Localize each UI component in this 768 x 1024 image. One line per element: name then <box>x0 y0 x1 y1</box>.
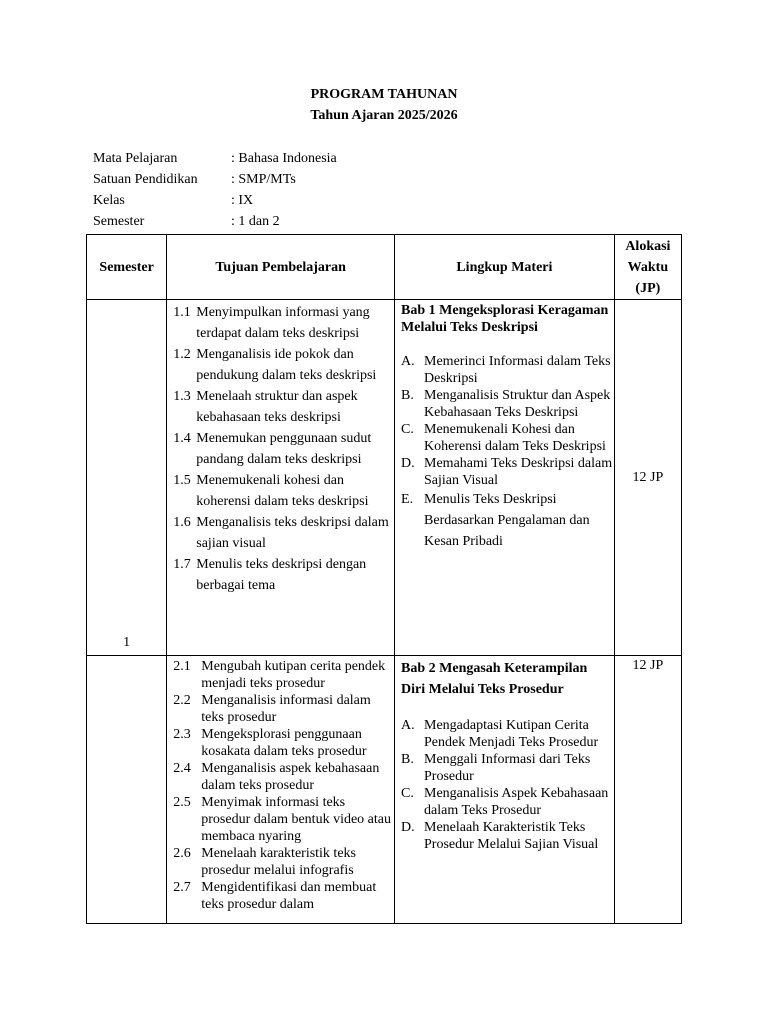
list-item <box>401 785 614 819</box>
list-item <box>173 554 394 596</box>
item-text: Menelaah struktur dan aspek kebahasaan teks deskripsi <box>196 389 358 425</box>
semester-value: 1 <box>123 635 131 650</box>
item-text: Mengeksplorasi penggunaan kosakata dalam teks prosedur <box>201 727 367 759</box>
jp-value: 12 JP <box>632 469 664 485</box>
item-number: 2.1 <box>173 659 191 674</box>
item-text: Menemukenali Kohesi dan Koherensi dalam Teks Deskripsi <box>424 422 606 454</box>
item-text: Menganalisis aspek kebahasaan dalam teks prosedur <box>201 761 380 793</box>
list-item <box>173 845 394 879</box>
list-item <box>401 421 614 455</box>
item-text: Memahami Teks Deskripsi dalam Sajian Visual <box>424 456 613 488</box>
info-label: Mata Pelajaran <box>93 151 178 166</box>
identity-block <box>93 150 337 234</box>
item-text: Menganalisis ide pokok dan pendukung dalam teks deskripsi <box>196 347 377 383</box>
item-letter: B. <box>401 388 414 403</box>
item-letter: B. <box>401 752 414 767</box>
tujuan-list <box>167 300 394 596</box>
item-text: Menulis teks deskripsi dengan berbagai tema <box>196 557 367 593</box>
list-item <box>401 819 614 853</box>
info-value: : IX <box>231 193 254 208</box>
item-number: 2.5 <box>173 795 191 810</box>
item-text: Mengubah kutipan cerita pendek menjadi teks prosedur <box>201 659 386 691</box>
header-tujuan: Tujuan Pembelajaran <box>167 235 395 300</box>
item-number: 2.3 <box>173 727 191 742</box>
list-item <box>173 794 394 845</box>
info-row-school-level <box>93 171 337 192</box>
info-value: : 1 dan 2 <box>231 214 280 229</box>
document-title: PROGRAM TAHUNAN <box>310 87 458 102</box>
info-value: : Bahasa Indonesia <box>231 151 337 166</box>
info-row-semester <box>93 213 337 234</box>
header-alokasi <box>614 235 681 300</box>
semester-cell <box>87 300 167 656</box>
tujuan-cell <box>167 300 395 656</box>
info-label: Kelas <box>93 193 125 208</box>
table-header-row <box>87 235 682 300</box>
item-letter: A. <box>401 718 415 733</box>
jp-cell <box>614 656 681 924</box>
item-text: Menganalisis Struktur dan Aspek Kebahasaan Teks Deskripsi <box>424 388 611 420</box>
item-number: 2.4 <box>173 761 191 776</box>
jp-cell <box>614 300 681 656</box>
item-number: 1.6 <box>173 515 191 530</box>
item-letter: A. <box>401 354 415 369</box>
list-item <box>401 353 614 387</box>
list-item <box>401 717 614 751</box>
semester-cell-continued <box>87 656 167 924</box>
info-label: Satuan Pendidikan <box>93 172 198 187</box>
list-item <box>173 344 394 386</box>
jp-value: 12 JP <box>632 658 664 673</box>
list-item <box>173 302 394 344</box>
list-item <box>173 428 394 470</box>
list-item <box>401 751 614 785</box>
item-text: Menggali Informasi dari Teks Prosedur <box>424 752 591 784</box>
item-letter: C. <box>401 786 414 801</box>
tujuan-cell <box>167 656 395 924</box>
header-alokasi-line2: Waktu <box>627 259 669 275</box>
header-alokasi-line3: (JP) <box>635 280 661 296</box>
list-item <box>401 455 614 489</box>
info-value: : SMP/MTs <box>231 172 296 187</box>
list-item <box>173 879 394 913</box>
header-materi: Lingkup Materi <box>395 235 615 300</box>
item-letter: D. <box>401 456 415 471</box>
item-text: Mengidentifikasi dan membuat teks prosedur dalam <box>201 880 377 912</box>
header-alokasi-line1: Alokasi <box>625 238 671 254</box>
item-number: 1.3 <box>173 389 191 404</box>
item-letter: E. <box>401 492 414 507</box>
item-text: Memerinci Informasi dalam Teks Deskripsi <box>424 354 611 386</box>
item-text: Menyimpulkan informasi yang terdapat dalam teks deskripsi <box>196 305 370 341</box>
materi-cell <box>395 300 615 656</box>
list-item <box>173 726 394 760</box>
item-text: Menelaah karakteristik teks prosedur melalui infografis <box>201 846 356 878</box>
item-letter: D. <box>401 820 415 835</box>
materi-cell <box>395 656 615 924</box>
item-text: Mengadaptasi Kutipan Cerita Pendek Menjadi Teks Prosedur <box>424 718 599 750</box>
program-table <box>86 234 682 924</box>
document-subtitle: Tahun Ajaran 2025/2026 <box>310 108 458 123</box>
item-letter: C. <box>401 422 414 437</box>
info-row-class <box>93 192 337 213</box>
list-item <box>173 658 394 692</box>
item-number: 2.7 <box>173 880 191 895</box>
item-text: Menganalisis informasi dalam teks prosedur <box>201 693 371 725</box>
item-number: 1.4 <box>173 431 191 446</box>
item-number: 2.6 <box>173 846 191 861</box>
list-item <box>173 386 394 428</box>
materi-list <box>395 717 614 853</box>
item-number: 1.7 <box>173 557 191 572</box>
item-text: Menelaah Karakteristik Teks Prosedur Melalui Sajian Visual <box>424 820 599 852</box>
item-text: Menulis Teks Deskripsi Berdasarkan Pengalaman dan Kesan Pribadi <box>424 492 590 549</box>
item-number: 2.2 <box>173 693 191 708</box>
item-number: 1.1 <box>173 305 191 320</box>
item-number: 1.5 <box>173 473 191 488</box>
list-item <box>173 692 394 726</box>
info-label: Semester <box>93 214 145 229</box>
list-item <box>173 512 394 554</box>
materi-list <box>395 353 614 552</box>
table-row <box>87 656 682 924</box>
list-item <box>173 470 394 512</box>
item-text: Menganalisis Aspek Kebahasaan dalam Teks Prosedur <box>424 786 609 818</box>
list-item <box>173 760 394 794</box>
table-row <box>87 300 682 656</box>
info-row-subject <box>93 150 337 171</box>
chapter-title: Bab 2 Mengasah Keterampilan Diri Melalui Teks Prosedur <box>401 661 588 697</box>
item-number: 1.2 <box>173 347 191 362</box>
chapter-title: Bab 1 Mengeksplorasi Keragaman Melalui Teks Deskripsi <box>401 303 609 335</box>
list-item <box>401 387 614 421</box>
item-text: Menemukan penggunaan sudut pandang dalam teks deskripsi <box>196 431 372 467</box>
header-semester: Semester <box>87 235 167 300</box>
item-text: Menemukenali kohesi dan koherensi dalam teks deskripsi <box>196 473 369 509</box>
item-text: Menganalisis teks deskripsi dalam sajian visual <box>196 515 389 551</box>
list-item <box>401 489 614 552</box>
item-text: Menyimak informasi teks prosedur dalam bentuk video atau membaca nyaring <box>201 795 391 844</box>
tujuan-list <box>167 656 394 913</box>
